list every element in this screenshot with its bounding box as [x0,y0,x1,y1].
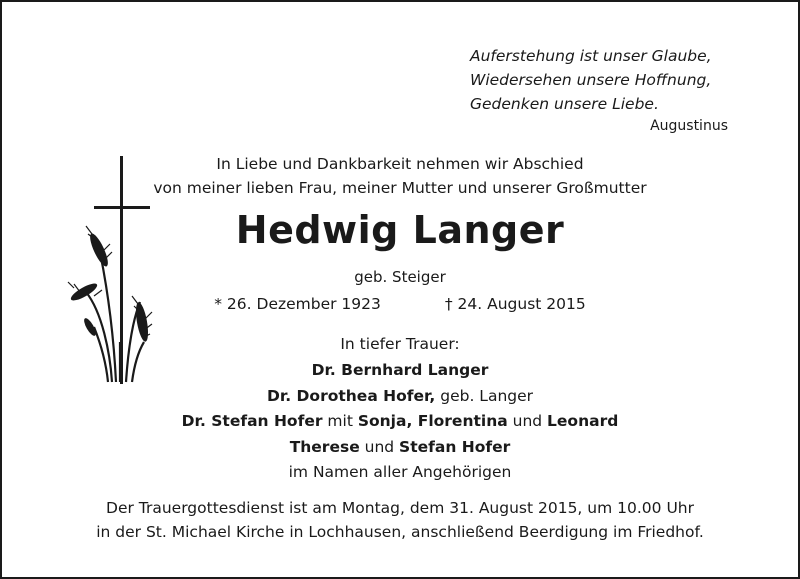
mourner-name: Dr. Dorothea Hofer, [266,386,436,405]
connector-text: und [507,412,548,430]
deceased-name: Hedwig Langer [235,208,565,252]
service-line: in der St. Michael Kirche in Lochhausen, anschließend Beerdigung im Friedhof. [96,523,704,541]
intro-line: In Liebe und Dankbarkeit nehmen wir Abschied [216,155,584,173]
mourner-line [2,358,798,384]
quote [470,44,770,116]
death-date: † 24. August 2015 [444,295,586,313]
intro-text [2,152,798,200]
life-dates [2,295,798,313]
intro-line: von meiner lieben Frau, meiner Mutter und unserer Großmutter [153,179,647,197]
mourner-name: Leonard [547,412,619,430]
birth-date: * 26. Dezember 1923 [214,295,381,313]
quote-author: Augustinus [650,118,728,134]
mourner-name: Sonja, Florentina [357,412,508,430]
mourner-name: Dr. Stefan Hofer [181,412,323,430]
mourner-name: Stefan Hofer [399,437,511,456]
maiden-name: geb. Steiger [354,268,446,286]
connector-text: mit [322,412,358,430]
mourner-line [2,435,798,461]
quote-line: Auferstehung ist unser Glaube, [470,47,712,65]
service-info [2,496,798,544]
service-line: Der Trauergottesdienst ist am Montag, dem 31. August 2015, um 10.00 Uhr [106,499,694,517]
mourning-heading: In tiefer Trauer: [340,335,460,353]
mourner-note: geb. Langer [435,386,534,405]
quote-line: Wiedersehen unsere Hoffnung, [470,71,712,89]
mourner-name: Dr. Bernhard Langer [311,361,489,379]
mourner-line [2,384,798,410]
mourner-line [2,409,798,435]
quote-line: Gedenken unsere Liebe. [470,95,659,113]
mourners-list [2,358,798,486]
mourner-name: Therese [289,437,360,456]
connector-text: und [359,437,400,456]
mourning-closing: im Namen aller Angehörigen [288,463,512,481]
